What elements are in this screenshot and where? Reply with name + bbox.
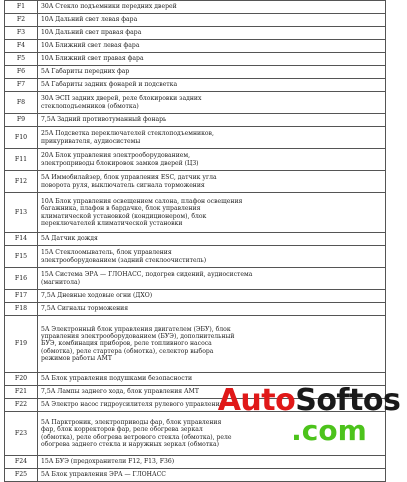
fuse-description-cell: 30А Стекло подъемники передних дверей <box>38 1 386 14</box>
fuse-code-cell: F24 <box>5 456 38 469</box>
fuse-code-cell: F7 <box>5 79 38 92</box>
fuse-row <box>5 127 386 149</box>
fuse-description-cell: 15А Стеклоомыватель, блок управления электрооборудованием (задний стеклоочиститель) <box>38 246 386 268</box>
fuse-row <box>5 412 386 456</box>
fuse-description-cell: 7,5А Задний противотуманный фонарь <box>38 114 386 127</box>
fuse-description-cell: 30А ЭСП задних дверей, реле блокировки задних стеклоподъемников (обмотка) <box>38 92 386 114</box>
fuse-row <box>5 53 386 66</box>
fuse-row <box>5 79 386 92</box>
fuse-table-body <box>5 1 386 482</box>
fuse-row <box>5 386 386 399</box>
fuse-row <box>5 1 386 14</box>
fuse-code-cell: F14 <box>5 233 38 246</box>
fuse-row <box>5 303 386 316</box>
fuse-code-cell: F21 <box>5 386 38 399</box>
fuse-code-cell: F15 <box>5 246 38 268</box>
watermark-tld: .com <box>291 414 367 447</box>
fuse-description-cell: 15А БУЭ (предохранители F12, F13, F36) <box>38 456 386 469</box>
fuse-row <box>5 233 386 246</box>
fuse-code-cell: F17 <box>5 290 38 303</box>
fuse-row <box>5 114 386 127</box>
fuse-description-cell: 5А Датчик дождя <box>38 233 386 246</box>
fuse-row <box>5 373 386 386</box>
fuse-row <box>5 92 386 114</box>
fuse-description-cell: 10А Ближний свет правая фара <box>38 53 386 66</box>
fuse-description-cell: 5А Иммобилайзер, блок управления ESC, датчик угла поворота руля, выключатель сигнала торможения <box>38 171 386 193</box>
fuse-code-cell: F6 <box>5 66 38 79</box>
fuse-description-cell: 5А Парктроник, электроприводы фар, блок управления фар, блок корректоров фар, реле обогрева зеркал (обмотка), реле обогрева ветрового стекла (обмотка), реле обогрева заднего стекла и наружных зеркал (обмотка) <box>38 412 386 456</box>
fuse-row <box>5 27 386 40</box>
fuse-description-cell: 10А Дальний свет левая фара <box>38 14 386 27</box>
fuse-code-cell: F16 <box>5 268 38 290</box>
fuse-row <box>5 14 386 27</box>
fuse-row <box>5 399 386 412</box>
fuse-row <box>5 246 386 268</box>
fuse-description-cell: 7,5А Сигналы торможения <box>38 303 386 316</box>
fuse-code-cell: F12 <box>5 171 38 193</box>
watermark-brand-part1: Auto <box>217 383 296 418</box>
fuse-description-cell: 15А Система ЭРА — ГЛОНАСС, подогрев сидений, аудиосистема (магнитола) <box>38 268 386 290</box>
fuse-row <box>5 171 386 193</box>
fuse-description-cell: 5А Электро насос гидроусилителя рулевого управления <box>38 399 386 412</box>
fuse-description-cell: 10А Дальний свет правая фара <box>38 27 386 40</box>
fuse-code-cell: F11 <box>5 149 38 171</box>
fuse-row <box>5 268 386 290</box>
fuse-code-cell: F20 <box>5 373 38 386</box>
fuse-description-cell: 5А Блок управления подушками безопасности <box>38 373 386 386</box>
fuse-code-cell: F2 <box>5 14 38 27</box>
fuse-description-cell: 5А Габариты передних фар <box>38 66 386 79</box>
fuse-code-cell: F18 <box>5 303 38 316</box>
fuse-code-cell: F1 <box>5 1 38 14</box>
fuse-description-cell: 25А Подсветка переключателей стеклоподъемников, прикуривателя, аудиосистемы <box>38 127 386 149</box>
fuse-description-cell: 5А Электронный блок управления двигателем (ЭБУ), блок управления электрооборудованием (БУЭ), дополнительный БУЭ, комбинация приборов, реле топливного насоса (обмотка), реле стартера (обмотка), селектор выбора режимов работы АМТ <box>38 316 386 373</box>
fuse-row <box>5 456 386 469</box>
fuse-description-cell: 7,5А Дневные ходовые огни (ДХО) <box>38 290 386 303</box>
fuse-description-cell: 7,5А Лампы заднего хода, блок управления АМТ <box>38 386 386 399</box>
fuse-row <box>5 149 386 171</box>
fuse-row <box>5 193 386 233</box>
fuse-code-cell: F19 <box>5 316 38 373</box>
fuse-code-cell: F10 <box>5 127 38 149</box>
fuse-row <box>5 469 386 482</box>
fuse-code-cell: F8 <box>5 92 38 114</box>
fuse-code-cell: F9 <box>5 114 38 127</box>
fuse-description-cell: 5А Блок управления ЭРА — ГЛОНАСС <box>38 469 386 482</box>
fuse-code-cell: F5 <box>5 53 38 66</box>
fuse-code-cell: F23 <box>5 412 38 456</box>
fuse-row <box>5 290 386 303</box>
fuse-table <box>4 0 386 482</box>
fuse-description-cell: 10А Блок управления освещением салона, плафон освещения багажника, плафон в бардачке, блок управления климатической установкой (кондиционером), блок переключателей климатической установки <box>38 193 386 233</box>
fuse-row <box>5 66 386 79</box>
fuse-code-cell: F22 <box>5 399 38 412</box>
fuse-code-cell: F25 <box>5 469 38 482</box>
fuse-code-cell: F13 <box>5 193 38 233</box>
fuse-description-cell: 10А Ближний свет левая фара <box>38 40 386 53</box>
fuse-description-cell: 5А Габариты задних фонарей и подсветка <box>38 79 386 92</box>
watermark-brand-part2: Softos <box>295 383 401 418</box>
fuse-row <box>5 316 386 373</box>
fuse-code-cell: F4 <box>5 40 38 53</box>
fuse-row <box>5 40 386 53</box>
fuse-code-cell: F3 <box>5 27 38 40</box>
fuse-description-cell: 20А Блок управления электрооборудованием, электроприводы блокировок замков дверей (ЦЗ) <box>38 149 386 171</box>
